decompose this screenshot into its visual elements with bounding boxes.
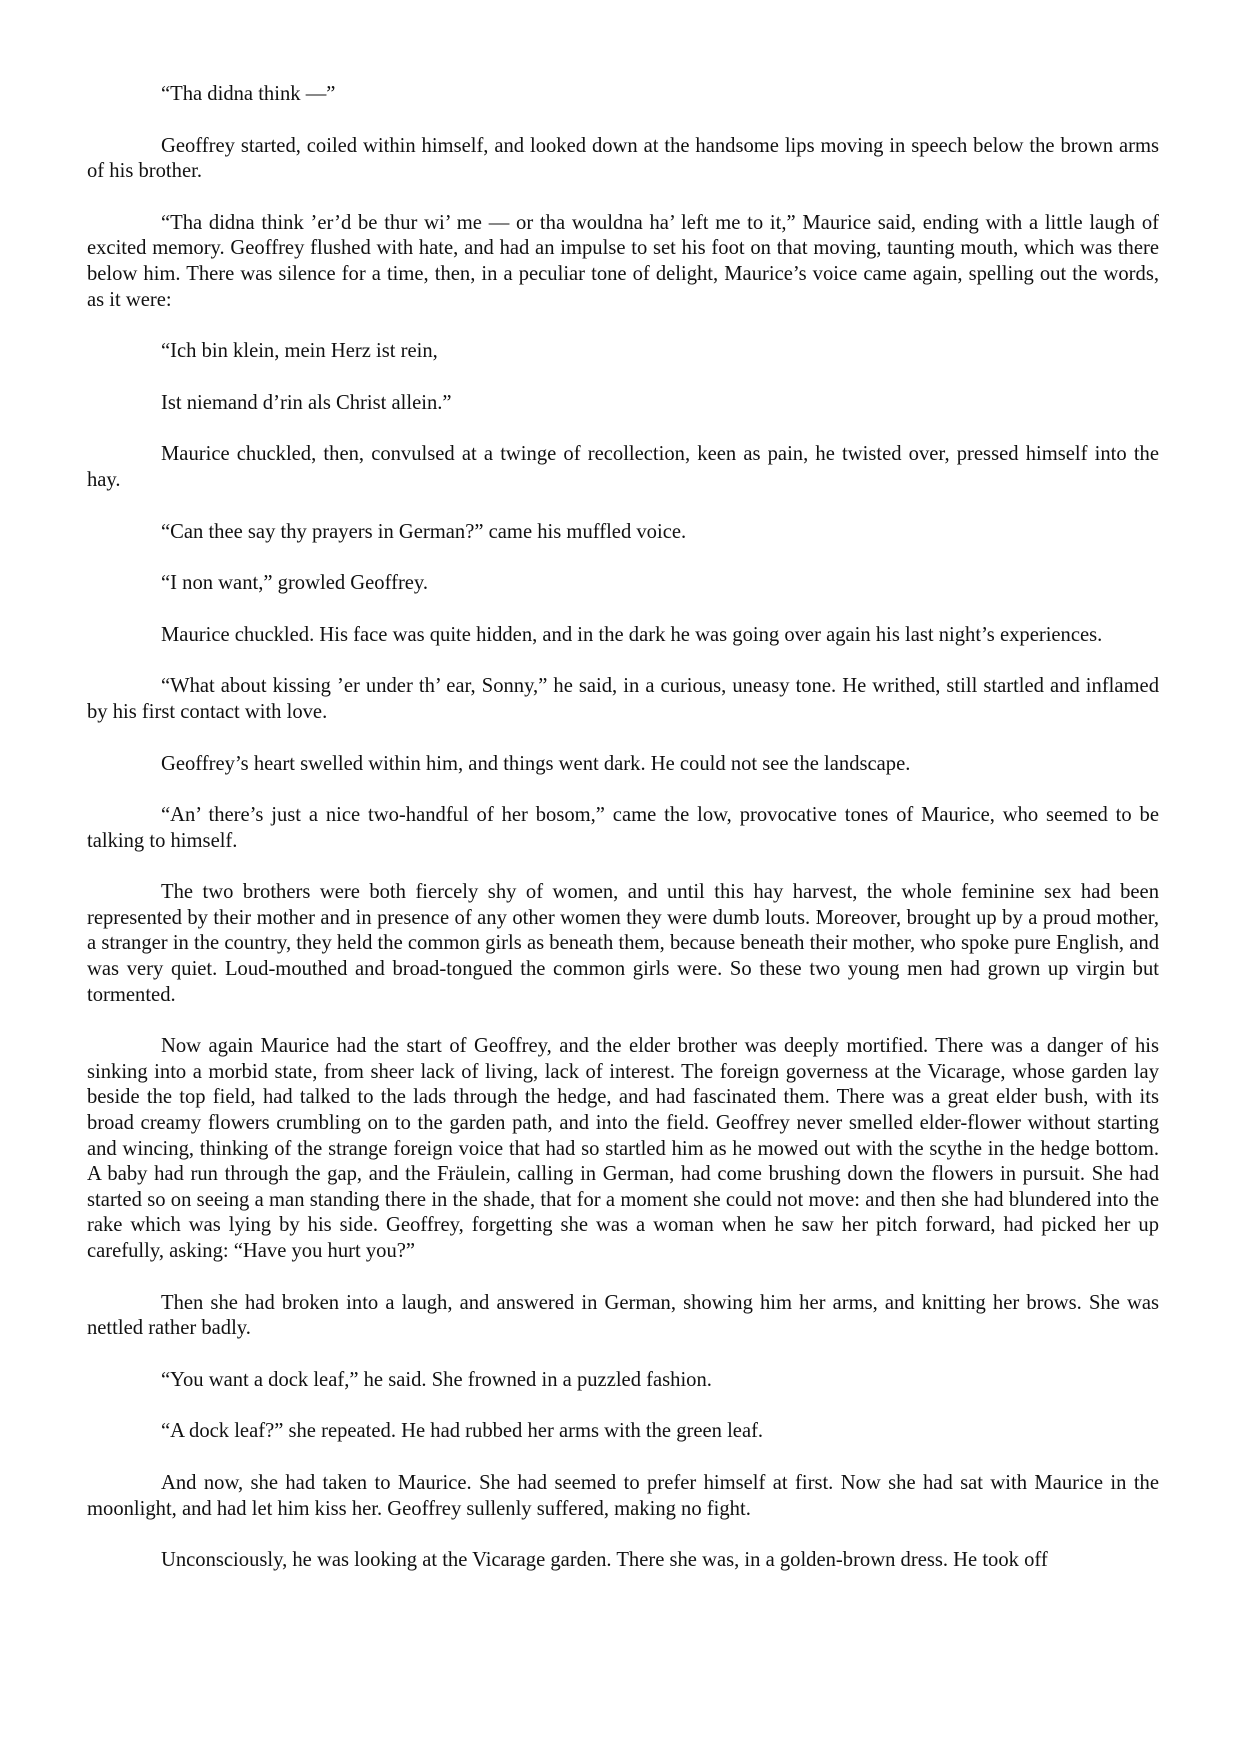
paragraph: “What about kissing ’er under th’ ear, Sonny,” he said, in a curious, uneasy tone. He writhed, still startled and inflamed by his first contact with love. (87, 675, 1159, 723)
paragraph: “An’ there’s just a nice two-handful of her bosom,” came the low, provocative tones of Maurice, who seemed to be talking to himself. (87, 804, 1159, 852)
verse-line: Ist niemand d’rin als Christ allein.” (161, 391, 452, 414)
paragraph: Geoffrey started, coiled within himself, and looked down at the handsome lips moving in speech below the brown arms of his brother. (87, 134, 1159, 183)
paragraph: “Tha didna think ’er’d be thur wi’ me — or tha wouldna ha’ left me to it,” Maurice said, ending with a little laugh of excited memory. Geoffrey flushed with hate, and had an impulse to set his foot on that moving, taunting mouth, which was there below him. There was silence for a time, then, in a peculiar tone of delight, Maurice’s voice came again, spelling out the words, as it were: (87, 211, 1159, 311)
paragraph: Maurice chuckled. His face was quite hidden, and in the dark he was going over again his last night’s experiences. (161, 623, 1103, 646)
document-page (87, 82, 1159, 1574)
paragraph: “You want a dock leaf,” he said. She frowned in a puzzled fashion. (161, 1368, 712, 1391)
paragraph: Maurice chuckled, then, convulsed at a twinge of recollection, keen as pain, he twisted over, pressed himself into the hay. (87, 443, 1159, 491)
paragraph: “I non want,” growled Geoffrey. (161, 572, 429, 595)
paragraph: Unconsciously, he was looking at the Vicarage garden. There she was, in a golden-brown dress. He took off (161, 1549, 1048, 1572)
paragraph: “Tha didna think —” (161, 83, 336, 105)
verse-line: “Ich bin klein, mein Herz ist rein, (161, 340, 438, 363)
paragraph: The two brothers were both fiercely shy of women, and until this hay harvest, the whole feminine sex had been represented by their mother and in presence of any other women they were dumb louts. Moreover, brought up by a proud mother, a stranger in the country, they held the common girls as beneath them, because beneath their mother, who spoke pure English, and was very quiet. Loud-mouthed and broad-tongued the common girls were. So these two young men had grown up virgin but tormented. (87, 881, 1159, 1006)
paragraph: And now, she had taken to Maurice. She had seemed to prefer himself at first. Now she had sat with Maurice in the moonlight, and had let him kiss her. Geoffrey sullenly suffered, making no fight. (87, 1471, 1159, 1520)
paragraph: Then she had broken into a laugh, and answered in German, showing him her arms, and knitting her brows. She was nettled rather badly. (87, 1291, 1159, 1340)
paragraph: Geoffrey’s heart swelled within him, and things went dark. He could not see the landscape. (161, 752, 911, 775)
paragraph: “Can thee say thy prayers in German?” came his muffled voice. (161, 520, 687, 543)
paragraph: “A dock leaf?” she repeated. He had rubbed her arms with the green leaf. (161, 1420, 764, 1443)
paragraph: Now again Maurice had the start of Geoffrey, and the elder brother was deeply mortified. There was a danger of his sinking into a morbid state, from sheer lack of living, lack of interest. The foreign governess at the Vicarage, whose garden lay beside the top field, had talked to the lads through the hedge, and had fascinated them. There was a great elder bush, with its broad creamy flowers crumbling on to the garden path, and into the field. Geoffrey never smelled elder-flower without starting and wincing, thinking of the strange foreign voice that had so startled him as he mowed out with the scythe in the hedge bottom. A baby had run through the gap, and the Fräulein, calling in German, had come brushing down the flowers in pursuit. She had started so on seeing a man standing there in the shade, that for a moment she could not move: and then she had blundered into the rake which was lying by his side. Geoffrey, forgetting she was a woman when he saw her pitch forward, had picked her up carefully, asking: “Have you hurt you?” (87, 1035, 1159, 1262)
